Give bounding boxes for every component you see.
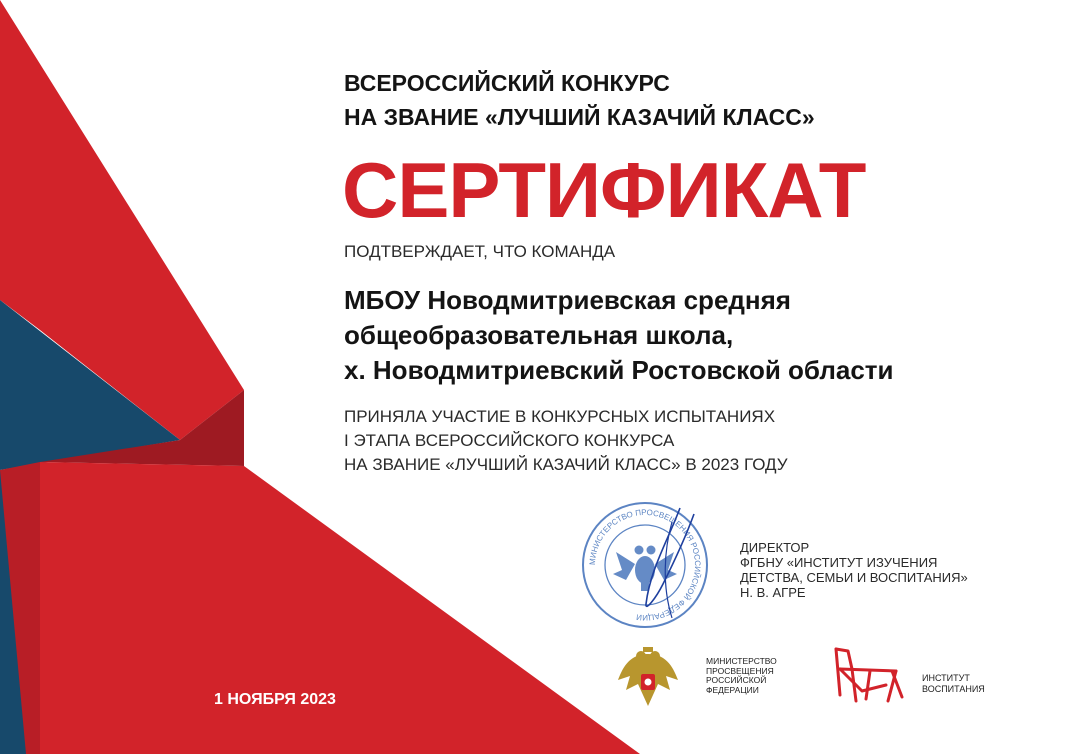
certificate-title: СЕРТИФИКАТ	[342, 146, 866, 234]
ministry-emblem-icon	[608, 646, 688, 712]
director-line: ДИРЕКТОР	[740, 540, 810, 555]
ministry-line: МИНИСТЕРСТВО	[706, 656, 777, 666]
participation-description	[344, 405, 788, 477]
team-line: х. Новодмитриевский Ростовской области	[344, 355, 894, 385]
issue-date: 1 НОЯБРЯ 2023	[214, 691, 336, 708]
ministry-line: ФЕДЕРАЦИИ	[706, 684, 759, 695]
description-line: I ЭТАПА ВСЕРОССИЙСКОГО КОНКУРСА	[344, 431, 675, 450]
institute-line: ИНСТИТУТ	[922, 673, 970, 683]
institute-line: ВОСПИТАНИЯ	[922, 684, 985, 694]
contest-heading	[344, 66, 815, 134]
director-line: ДЕТСТВА, СЕМЬИ И ВОСПИТАНИЯ»	[740, 570, 968, 585]
team-line: МБОУ Новодмитриевская средняя	[344, 285, 791, 315]
ministry-line: ПРОСВЕЩЕНИЯ	[706, 665, 774, 676]
confirms-text: ПОДТВЕРЖДАЕТ, ЧТО КОМАНДА	[344, 242, 616, 261]
bg-red-bottom	[40, 462, 640, 754]
team-name	[344, 283, 894, 388]
director-line: ФГБНУ «ИНСТИТУТ ИЗУЧЕНИЯ	[740, 555, 938, 570]
description-line: ПРИНЯЛА УЧАСТИЕ В КОНКУРСНЫХ ИСПЫТАНИЯХ	[344, 407, 776, 426]
official-stamp	[580, 500, 710, 630]
eagle-icon	[613, 546, 677, 592]
team-line: общеобразовательная школа,	[344, 320, 734, 350]
contest-line: ВСЕРОССИЙСКИЙ КОНКУРС	[344, 70, 670, 96]
institute-chair-logo-icon	[830, 645, 910, 707]
stamp-text: МИНИСТЕРСТВО ПРОСВЕЩЕНИЯ РОССИЙСКОЙ ФЕДЕРАЦИИ	[587, 507, 703, 623]
ministry-line: РОССИЙСКОЙ	[706, 675, 767, 686]
description-line: НА ЗВАНИЕ «ЛУЧШИЙ КАЗАЧИЙ КЛАСС» В 2023 ГОДУ	[344, 455, 788, 474]
ministry-name	[706, 657, 777, 695]
institute-name	[922, 673, 985, 695]
contest-line: НА ЗВАНИЕ «ЛУЧШИЙ КАЗАЧИЙ КЛАСС»	[344, 104, 815, 130]
director-signature-block	[740, 540, 968, 600]
director-line: Н. В. АГРЕ	[740, 585, 806, 600]
